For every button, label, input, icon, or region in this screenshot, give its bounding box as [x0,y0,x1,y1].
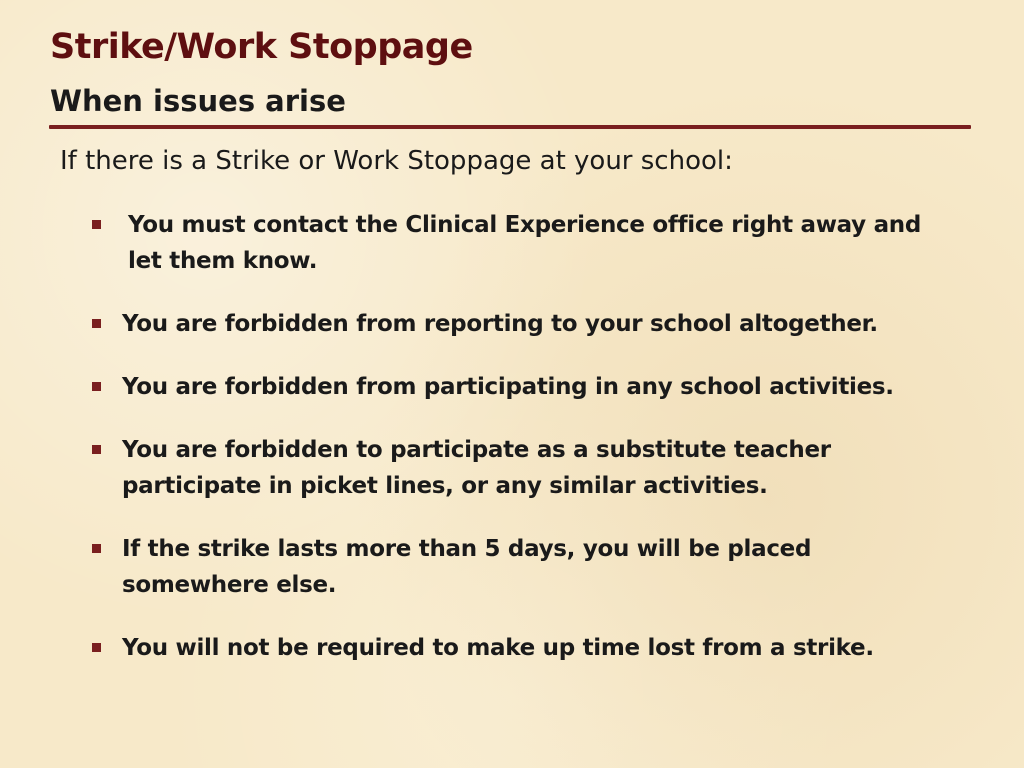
bullet-item [92,306,972,342]
bullet-text-line: You will not be required to make up time lost from a strike. [122,635,874,661]
slide-title: Strike/Work Stoppage [50,27,473,67]
bullet-item [92,630,972,666]
title-divider [49,125,971,129]
square-bullet-icon [92,643,101,652]
square-bullet-icon [92,544,101,553]
bullet-text-line: somewhere else. [122,572,337,598]
bullet-text [122,531,811,603]
intro-text: If there is a Strike or Work Stoppage at your school: [60,146,733,176]
bullet-text-line: You must contact the Clinical Experience office right away and [128,212,922,238]
square-bullet-icon [92,319,101,328]
square-bullet-icon [92,445,101,454]
bullet-item [92,369,972,405]
bullet-text-line: participate in picket lines, or any similar activities. [122,473,768,499]
bullet-item [92,432,972,504]
bullet-text [122,630,874,666]
bullet-text-line: You are forbidden from reporting to your school altogether. [122,311,878,337]
square-bullet-icon [92,382,101,391]
bullet-item [92,531,972,603]
bullet-text-line: You are forbidden to participate as a substitute teacher [122,437,831,463]
bullet-text-line: If the strike lasts more than 5 days, you will be placed [122,536,812,562]
slide-subtitle: When issues arise [50,84,346,118]
bullet-text [122,369,894,405]
bullet-text [122,306,878,342]
bullet-text-line: You are forbidden from participating in any school activities. [122,374,894,400]
bullet-text [128,207,921,279]
bullet-item [92,207,972,279]
bullet-text-line: let them know. [128,248,318,274]
bullet-text [122,432,831,504]
square-bullet-icon [92,220,101,229]
